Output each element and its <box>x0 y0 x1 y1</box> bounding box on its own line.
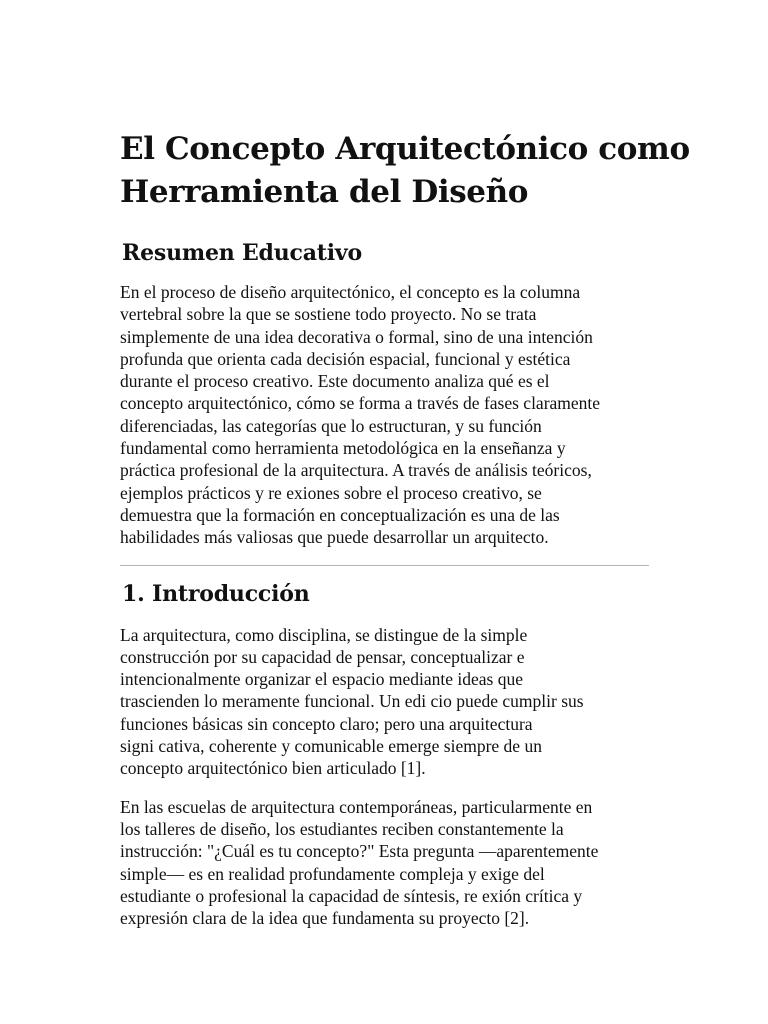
text-line: intencionalmente organizar el espacio mediante ideas que <box>120 669 523 690</box>
text-line: instrucción: "¿Cuál es tu concepto?" Esta pregunta —aparentemente <box>120 841 599 862</box>
title-line: El Concepto Arquitectónico como <box>120 131 690 167</box>
text-line: durante el proceso creativo. Este documento analiza qué es el <box>120 371 550 392</box>
text-line: estudiante o profesional la capacidad de síntesis, re exión crítica y <box>120 885 583 906</box>
text-line: simple— es en realidad profundamente compleja y exige del <box>120 863 545 884</box>
text-line: En el proceso de diseño arquitectónico, el concepto es la columna <box>120 282 581 302</box>
section-divider <box>120 565 649 566</box>
text-line: práctica profesional de la arquitectura. A través de análisis teóricos, <box>120 460 592 481</box>
text-line: fundamental como herramienta metodológica en la enseñanza y <box>120 438 566 459</box>
text-line: demuestra que la formación en conceptualización es una de las <box>120 504 560 525</box>
text-line: habilidades más valiosas que puede desarrollar un arquitecto. <box>120 527 549 548</box>
introduction-paragraph-1 <box>120 624 656 780</box>
introduction-paragraph-2 <box>120 796 656 930</box>
text-line: trascienden lo meramente funcional. Un edi cio puede cumplir sus <box>120 691 584 712</box>
text-line: signi cativa, coherente y comunicable emerge siempre de un <box>120 736 542 757</box>
text-line: La arquitectura, como disciplina, se distingue de la simple <box>120 624 528 645</box>
title-line: Herramienta del Diseño <box>120 174 529 210</box>
text-line: concepto arquitectónico bien articulado [1]. <box>120 758 426 779</box>
document-title <box>120 128 690 214</box>
text-line: diferenciadas, las categorías que lo estructuran, y su función <box>120 415 542 436</box>
text-line: construcción por su capacidad de pensar, conceptualizar e <box>120 646 525 667</box>
section-heading-introduction: 1. Introducción <box>122 580 310 607</box>
text-line: concepto arquitectónico, cómo se forma a través de fases claramente <box>120 393 601 414</box>
text-line: funciones básicas sin concepto claro; pero una arquitectura <box>120 713 533 734</box>
text-line: expresión clara de la idea que fundamenta su proyecto [2]. <box>120 908 530 929</box>
text-line: simplemente de una idea decorativa o formal, sino de una intención <box>120 326 593 347</box>
text-line: En las escuelas de arquitectura contemporáneas, particularmente en <box>120 796 593 817</box>
text-line: los talleres de diseño, los estudiantes reciben constantemente la <box>120 818 564 839</box>
text-line: ejemplos prácticos y re exiones sobre el proceso creativo, se <box>120 482 542 503</box>
abstract-paragraph <box>120 281 656 549</box>
text-line: vertebral sobre la que se sostiene todo proyecto. No se trata <box>120 304 537 325</box>
text-line: profunda que orienta cada decisión espacial, funcional y estética <box>120 348 571 369</box>
abstract-heading: Resumen Educativo <box>122 240 362 266</box>
document-page <box>120 128 690 929</box>
